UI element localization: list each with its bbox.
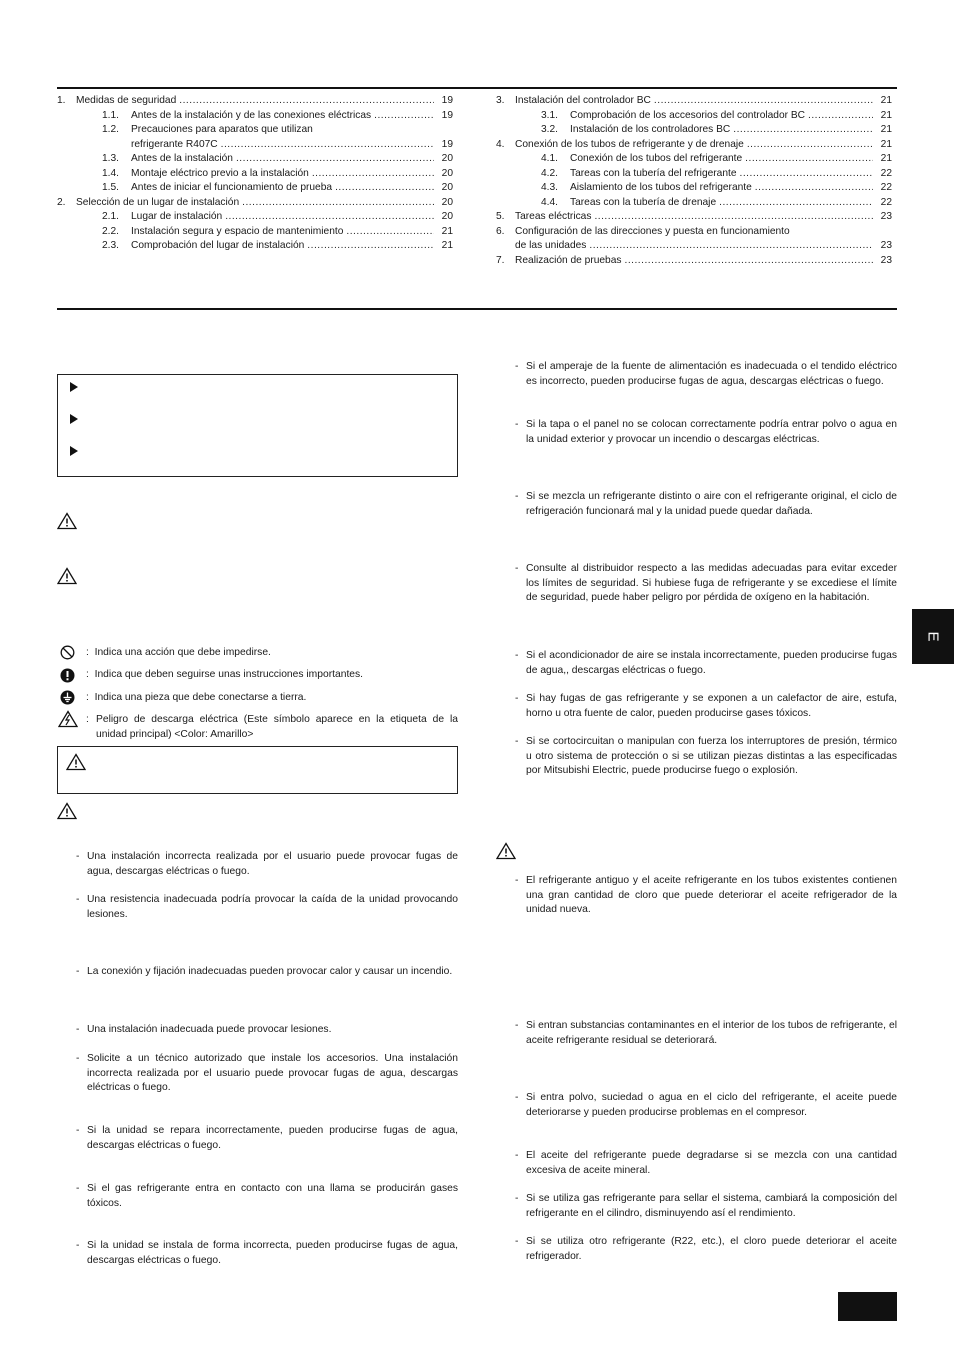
toc-entry[interactable] — [102, 152, 453, 166]
toc-title: Montaje eléctrico previo a la instalación — [131, 167, 309, 179]
toc-page: 21 — [441, 225, 453, 237]
toc-title: Tareas con la tubería del refrigerante — [570, 167, 737, 179]
list-item: - Solicite a un técnico autorizado que instale los accesorios. Una instalación incorrecta realizada por el usuario puede provocar fugas de agua, descargas eléctricas o fuego. — [76, 1053, 458, 1093]
toc-page: 21 — [880, 95, 892, 106]
toc-number: 2.2. — [102, 225, 119, 237]
toc-leader — [654, 94, 873, 108]
toc-number: 1.5. — [102, 182, 119, 193]
toc-number: 4.3. — [541, 182, 558, 193]
list-item: - Si la unidad se repara incorrectamente, pueden producirse fugas de agua, descargas eléctricas o fuego. — [76, 1125, 458, 1151]
list-item: - Si el acondicionador de aire se instala incorrectamente, pueden producirse fugas de agua,, descargas eléctricas o fuego. — [515, 650, 897, 676]
toc-entry[interactable] — [496, 225, 892, 239]
toc-number: 1.2. — [102, 124, 119, 135]
toc-entry[interactable] — [496, 138, 892, 152]
toc-leader — [346, 225, 434, 239]
toc-number: 3.2. — [541, 124, 558, 135]
legend-shock: : Peligro de descarga eléctrica (Este símbolo aparece en la etiqueta de la unidad principal) <Color: Amarillo> — [86, 713, 458, 742]
toc-number — [496, 239, 515, 253]
list-item: - El refrigerante antiguo y el aceite refrigerante en los tubos existentes contienen una gran cantidad de cloro que puede deteriorar el aceite refrigerador de la unidad nueva. — [515, 875, 897, 915]
toc-number — [102, 138, 131, 152]
electric-shock-icon — [58, 710, 78, 728]
toc-entry[interactable] — [102, 210, 453, 224]
toc-leader — [335, 181, 434, 195]
toc-title: refrigerante R407C — [131, 138, 218, 150]
toc-entry[interactable] — [102, 138, 453, 152]
legend-prohibit-text: Indica una acción que debe impedirse. — [94, 647, 271, 658]
toc-page: 21 — [880, 138, 892, 150]
toc-number: 1.1. — [102, 109, 119, 121]
toc-number: 4.2. — [541, 167, 558, 179]
toc-leader — [374, 109, 434, 123]
list-item: - Una resistencia inadecuada podría provocar la caída de la unidad provocando lesiones. — [76, 894, 458, 920]
toc-title: Instalación de los controladores BC — [570, 124, 731, 135]
list-item: - Si el gas refrigerante entra en contacto con una llama se producirán gases tóxicos. — [76, 1183, 458, 1209]
toc-page: 23 — [880, 211, 892, 222]
toc-title: Comprobación de los accesorios del controlador BC — [570, 109, 805, 121]
toc-title: Tareas con la tubería de drenaje — [570, 196, 717, 208]
toc-page: 20 — [441, 196, 453, 208]
toc-page: 21 — [441, 240, 453, 251]
toc-entry[interactable] — [102, 181, 453, 195]
toc-title: Antes de la instalación — [131, 153, 233, 164]
toc-leader — [745, 152, 873, 166]
list-item: - Una instalación inadecuada puede provocar lesiones. — [76, 1024, 332, 1035]
toc-title: Selección de un lugar de instalación — [76, 196, 240, 208]
toc-entry[interactable] — [496, 94, 892, 108]
list-item: - La conexión y fijación inadecuadas pueden provocar calor y causar un incendio. — [76, 966, 453, 977]
list-item: - Si entran substancias contaminantes en el interior de los tubos de refrigerante, el aceite refrigerante residual se deteriorará. — [515, 1020, 897, 1046]
toc-entry[interactable] — [496, 239, 892, 253]
toc-title: Configuración de las direcciones y puesta en funcionamiento — [515, 225, 790, 237]
toc-title: Conexión de los tubos del refrigerante — [570, 153, 743, 164]
toc-leader — [179, 94, 434, 108]
toc-leader — [589, 239, 873, 253]
toc-title: Instalación del controlador BC — [515, 95, 651, 106]
toc-page: 19 — [441, 109, 453, 121]
toc-entry[interactable] — [102, 225, 453, 239]
toc-page: 20 — [441, 167, 453, 179]
toc-leader — [755, 181, 873, 195]
toc-title: Realización de pruebas — [515, 254, 622, 266]
toc-entry[interactable] — [102, 239, 453, 253]
toc-leader — [225, 210, 434, 224]
section-rule — [57, 308, 897, 310]
toc-page: 21 — [880, 153, 892, 164]
toc-number: 7. — [496, 254, 505, 266]
warning-triangle-icon — [57, 802, 77, 820]
toc-number: 4. — [496, 138, 505, 150]
toc-title: Instalación segura y espacio de mantenimiento — [131, 225, 344, 237]
play-arrow-icon — [69, 413, 79, 425]
toc-page: 20 — [441, 182, 453, 193]
list-item: - Si se utiliza gas refrigerante para sellar el sistema, cambiará la composición del refrigerante en el cilindro, disminuyendo así el rendimiento. — [515, 1193, 897, 1219]
toc-leader — [733, 123, 873, 137]
instruction-icon — [60, 668, 75, 683]
warning-box — [57, 746, 458, 794]
toc-entry[interactable] — [57, 94, 453, 108]
toc-page: 22 — [880, 167, 892, 179]
prohibit-icon — [60, 645, 75, 660]
toc-title: de las unidades — [515, 240, 587, 251]
language-tab-label: E — [924, 631, 942, 642]
toc-leader — [624, 254, 873, 268]
toc-leader — [747, 138, 873, 152]
toc-entry[interactable] — [102, 109, 453, 123]
list-item: - Si entra polvo, suciedad o agua en el ciclo del refrigerante, el aceite puede deteriorarse y pueden producirse problemas en el compresor. — [515, 1092, 897, 1118]
toc-entry[interactable] — [541, 109, 892, 123]
toc-page: 23 — [880, 240, 892, 251]
list-item: - Consulte al distribuidor respecto a las medidas adecuadas para evitar exceder los límites de seguridad. Si hubiese fuga de refrigerante y se excediese el límite de seguridad, puede haber peligro por pérdida de oxígeno en la habitación. — [515, 563, 897, 603]
toc-title: Medidas de seguridad — [76, 95, 177, 106]
toc-number: 2.1. — [102, 211, 119, 222]
toc-number: 2. — [57, 196, 66, 208]
legend-ground: : Indica una pieza que debe conectarse a tierra. — [86, 692, 307, 703]
list-item: - Si hay fugas de gas refrigerante y se exponen a un calefactor de aire, estufa, horno u otra fuente de calor, pueden producirse gases tóxicos. — [515, 693, 897, 719]
warning-triangle-icon — [496, 842, 516, 860]
legend-instruction-text: Indica que deben seguirse unas instrucciones importantes. — [94, 669, 364, 680]
toc-leader — [808, 109, 873, 123]
toc-leader — [719, 196, 873, 210]
page-number-block — [838, 1292, 897, 1321]
toc-leader — [307, 239, 434, 253]
toc-number: 1.4. — [102, 167, 119, 179]
toc-leader — [740, 167, 874, 181]
toc-number: 1. — [57, 95, 66, 106]
toc-title: Aislamiento de los tubos del refrigerante — [570, 182, 752, 193]
toc-entry[interactable] — [102, 123, 453, 137]
toc-entry[interactable] — [57, 196, 453, 210]
toc-page: 20 — [441, 153, 453, 164]
toc-title: Lugar de instalación — [131, 211, 223, 222]
warning-triangle-icon — [66, 753, 86, 771]
legend-instruction: : Indica que deben seguirse unas instrucciones importantes. — [86, 669, 364, 680]
toc-number: 1.3. — [102, 153, 119, 164]
warning-triangle-icon — [57, 567, 77, 585]
toc-title: Tareas eléctricas — [515, 211, 592, 222]
notice-box — [57, 374, 458, 477]
toc-number: 3.1. — [541, 109, 558, 121]
toc-number: 6. — [496, 225, 505, 237]
toc-page: 21 — [880, 109, 892, 121]
toc-leader — [312, 167, 434, 181]
toc-number: 4.4. — [541, 196, 558, 208]
list-item: - Si la tapa o el panel no se colocan correctamente podría entrar polvo o agua en la unidad exterior y provocar un incendio o descargas eléctricas. — [515, 419, 897, 445]
play-arrow-icon — [69, 445, 79, 457]
legend-prohibit: : Indica una acción que debe impedirse. — [86, 647, 271, 658]
list-item: - Una instalación incorrecta realizada por el usuario puede provocar fugas de agua, descargas eléctricas o fuego. — [76, 851, 458, 877]
toc-entry[interactable] — [541, 167, 892, 181]
ground-icon — [60, 690, 75, 705]
warning-triangle-icon — [57, 512, 77, 530]
top-rule — [57, 87, 897, 89]
toc-leader — [221, 138, 434, 152]
list-item: - Si se mezcla un refrigerante distinto o aire con el refrigerante original, el ciclo de refrigeración funcionará mal y la unidad puede quedar dañada. — [515, 491, 897, 517]
toc-number: 3. — [496, 95, 505, 106]
list-item: - Si se utiliza otro refrigerante (R22, etc.), el cloro puede deteriorar el aceite refrigerador. — [515, 1236, 897, 1262]
toc-entry[interactable] — [496, 254, 892, 268]
play-arrow-icon — [69, 381, 79, 393]
toc-page: 20 — [441, 211, 453, 222]
toc-page: 23 — [880, 254, 892, 266]
toc-page: 19 — [441, 138, 453, 150]
toc-title: Precauciones para aparatos que utilizan — [131, 124, 313, 135]
list-item: - El aceite del refrigerante puede degradarse si se mezcla con una cantidad excesiva de aceite mineral. — [515, 1150, 897, 1176]
list-item: - Si el amperaje de la fuente de alimentación es inadecuada o el tendido eléctrico es incorrecto, pueden producirse fugas de agua, descargas eléctricas o fuego. — [515, 361, 897, 387]
language-tab — [912, 609, 954, 664]
toc-page: 19 — [441, 95, 453, 106]
list-item: - Si la unidad se instala de forma incorrecta, pueden producirse fugas de agua, descargas eléctricas o fuego. — [76, 1240, 458, 1266]
toc-entry[interactable] — [496, 210, 892, 224]
legend-shock-text: Peligro de descarga eléctrica (Este símbolo aparece en la etiqueta de la unidad principal) <Color: Amarillo> — [96, 714, 458, 740]
toc-entry[interactable] — [541, 152, 892, 166]
toc-title: Antes de la instalación y de las conexiones eléctricas — [131, 109, 372, 121]
toc-title: Antes de iniciar el funcionamiento de prueba — [131, 182, 333, 193]
list-item: - Si se cortocircuitan o manipulan con fuerza los interruptores de presión, térmico u otro sistema de protección o si se utilizan piezas distintas a las especificadas por Mitsubishi Electric, puede producirse fuego o explosión. — [515, 736, 897, 776]
toc-page: 22 — [880, 196, 892, 208]
toc-page: 21 — [880, 124, 892, 135]
toc-leader — [236, 152, 434, 166]
toc-number: 4.1. — [541, 153, 558, 164]
toc-page: 22 — [880, 182, 892, 193]
toc-entry[interactable] — [541, 196, 892, 210]
toc-entry[interactable] — [102, 167, 453, 181]
toc-leader — [242, 196, 434, 210]
legend-ground-text: Indica una pieza que debe conectarse a tierra. — [94, 692, 307, 703]
toc-entry[interactable] — [541, 123, 892, 137]
toc-title: Conexión de los tubos de refrigerante y de drenaje — [515, 138, 744, 150]
toc-number: 2.3. — [102, 240, 119, 251]
toc-entry[interactable] — [541, 181, 892, 195]
toc-number: 5. — [496, 211, 505, 222]
toc-leader — [594, 210, 873, 224]
toc-title: Comprobación del lugar de instalación — [131, 240, 305, 251]
